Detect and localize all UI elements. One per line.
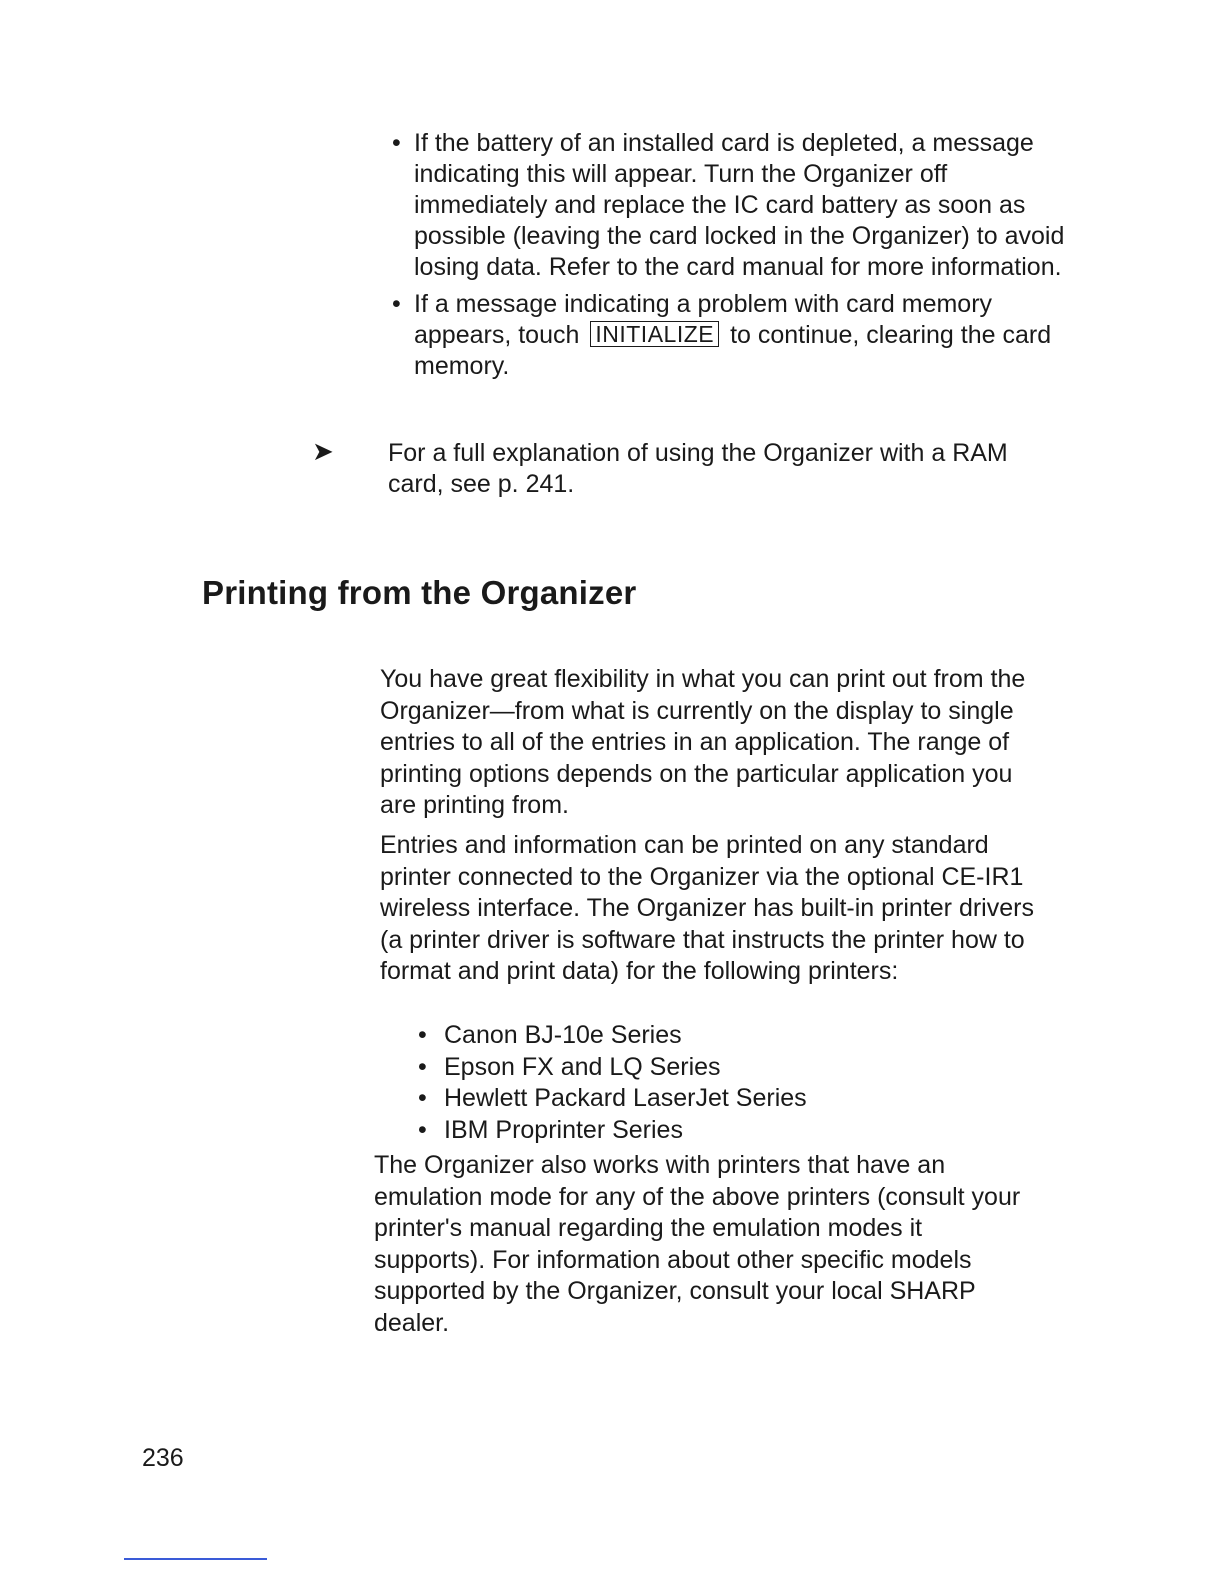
page-number: 236 bbox=[142, 1444, 184, 1472]
printer-list bbox=[418, 1020, 918, 1146]
battery-note bbox=[392, 128, 1072, 283]
list-item: • Hewlett Packard LaserJet Series bbox=[418, 1083, 918, 1115]
arrow-icon: ➤ bbox=[312, 436, 334, 466]
list-item: • Epson FX and LQ Series bbox=[418, 1052, 918, 1084]
footer-rule bbox=[124, 1558, 267, 1560]
card-notes-list bbox=[392, 128, 1072, 388]
emulation-paragraph: The Organizer also works with printers that have an emulation mode for any of the above printers (consult your printer's manual regarding the emulation modes it supports). For information about other specific models supported by the Organizer, consult your local SHARP dealer. bbox=[374, 1151, 1021, 1337]
battery-note-text: If the battery of an installed card is depleted, a message indicating this will appear. Turn the Organizer off immediately and replace the IC card battery as soon as possible (leaving the card locked in the Organizer) to avoid losing data. Refer to the card manual for more information. bbox=[414, 129, 1065, 281]
cross-reference-text: For a full explanation of using the Organizer with a RAM card, see p. 241. bbox=[388, 439, 1008, 498]
list-item: • Canon BJ-10e Series bbox=[418, 1020, 918, 1052]
memory-note-text-before: If a message indicating a problem with card memory appears, touch bbox=[414, 290, 993, 349]
memory-note bbox=[392, 289, 1072, 382]
printers-paragraph: Entries and information can be printed on any standard printer connected to the Organizer via the optional CE-IR1 wireless interface. The Organizer has built-in printer drivers (a printer driver is software that instructs the printer how to format and print data) for the following printers: bbox=[380, 831, 1034, 985]
list-item: • IBM Proprinter Series bbox=[418, 1115, 918, 1147]
initialize-key: INITIALIZE bbox=[590, 321, 719, 347]
intro-paragraph: You have great flexibility in what you can print out from the Organizer—from what is currently on the display to single entries to all of the entries in an application. The range of printing options depends on the particular application you are printing from. bbox=[380, 665, 1026, 819]
section-title: Printing from the Organizer bbox=[202, 574, 637, 611]
memory-note-text-after: to continue, clearing the card memory. bbox=[414, 321, 1052, 380]
